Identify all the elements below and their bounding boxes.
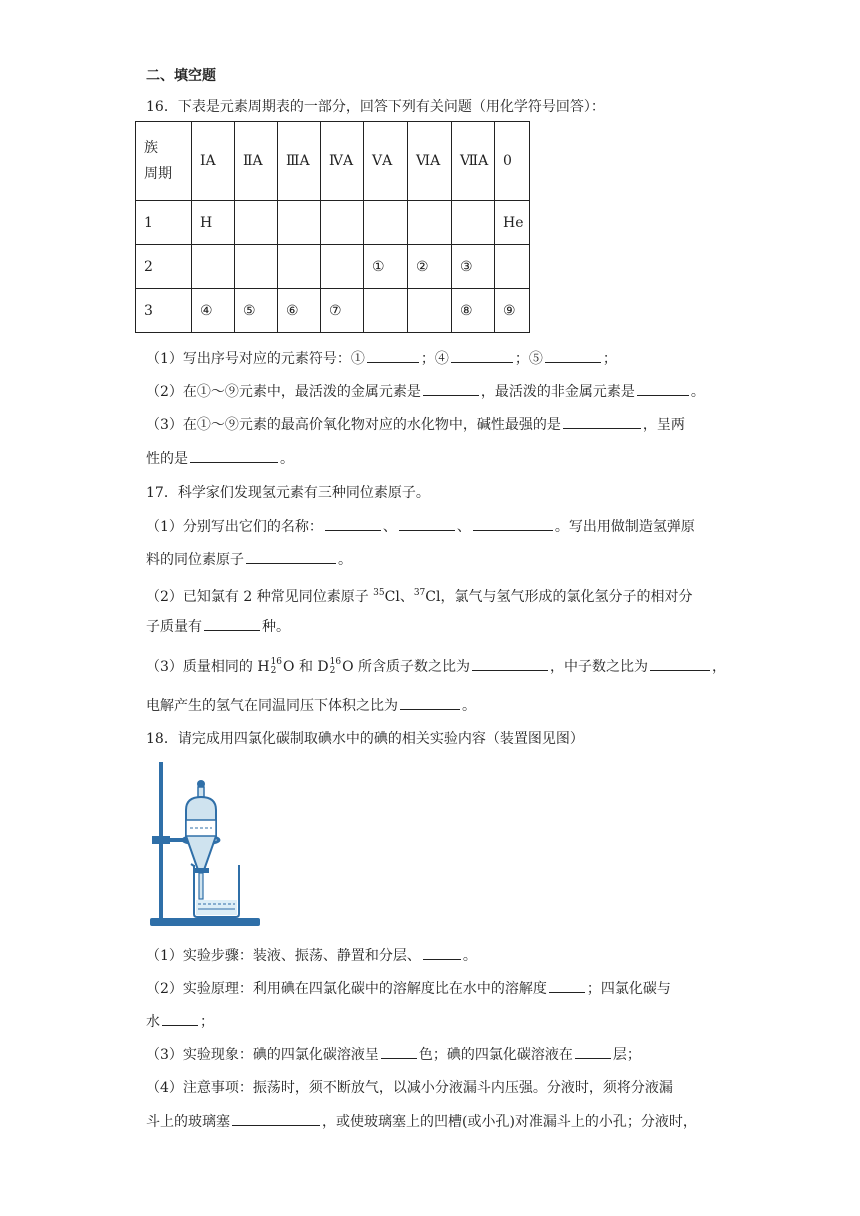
stopcock	[193, 868, 209, 873]
beaker-liquid	[196, 900, 237, 915]
table-cell	[235, 245, 278, 289]
funnel-stem	[199, 873, 203, 899]
table-cell: ⑥	[278, 289, 321, 333]
answer-blank[interactable]	[190, 448, 278, 463]
period-cell: 1	[136, 201, 192, 245]
answer-blank[interactable]	[472, 656, 548, 671]
table-cell	[364, 289, 408, 333]
q18-part3: （3）实验现象：碘的四氯化碳溶液呈 色；碘的四氯化碳溶液在 层；	[146, 1044, 641, 1065]
funnel-neck	[198, 787, 204, 797]
answer-blank[interactable]	[637, 381, 689, 396]
q18-part4: （4）注意事项：振荡时，须不断放气，以减小分液漏斗内压强。分液时，须将分液漏	[146, 1080, 673, 1096]
table-row	[136, 201, 530, 245]
answer-blank[interactable]	[423, 381, 479, 396]
table-cell: ③	[452, 245, 495, 289]
q18-stem: 18．请完成用四氯化碳制取碘水中的碘的相关实验内容（装置图见图）	[146, 731, 584, 747]
isotope-label: 16 2	[270, 657, 283, 676]
q18-part2-cont: 水 ；	[146, 1011, 214, 1032]
q16-part3-cont: 性的是 。	[146, 448, 294, 469]
mass-number: 35	[373, 588, 385, 598]
q17-part3: （3）质量相同的 H 16 2 O 和 D 16 2 O 所含质子数之比为 ，中子数之比为 ，	[146, 657, 727, 676]
corner-header	[136, 122, 192, 201]
section-title: 二、填空题	[146, 68, 216, 84]
q17-stem: 17．科学家们发现氢元素有三种同位素原子。	[146, 485, 430, 501]
q17-part1: （1）分别写出它们的名称： 、 、 。写出用做制造氢弹原	[146, 516, 695, 537]
table-row	[136, 245, 530, 289]
table-cell	[278, 245, 321, 289]
q17-part1-cont: 料的同位素原子 。	[146, 549, 352, 570]
table-cell	[321, 245, 364, 289]
q16-part3: （3）在①～⑨元素的最高价氧化物对应的水化物中，碱性最强的是 ，呈两	[146, 414, 685, 435]
group-header: ⅢA	[278, 122, 321, 201]
answer-blank[interactable]	[400, 695, 460, 710]
answer-blank[interactable]	[204, 616, 260, 631]
table-cell: ⑧	[452, 289, 495, 333]
table-cell	[408, 201, 452, 245]
group-header: ⅠA	[192, 122, 235, 201]
table-cell	[192, 245, 235, 289]
corner-top: 族	[144, 140, 158, 156]
answer-blank[interactable]	[575, 1044, 611, 1059]
table-row	[136, 289, 530, 333]
answer-blank[interactable]	[563, 414, 641, 429]
q17-part3-cont: 电解产生的氢气在同温同压下体积之比为 。	[146, 695, 476, 716]
answer-blank[interactable]	[399, 516, 455, 531]
table-cell	[408, 289, 452, 333]
stand-base	[150, 918, 260, 926]
group-header: 0	[495, 122, 530, 201]
table-cell: H	[192, 201, 235, 245]
group-header: ⅡA	[235, 122, 278, 201]
table-cell: ④	[192, 289, 235, 333]
q17-part2-cont: 子质量有 种。	[146, 616, 290, 637]
answer-blank[interactable]	[451, 348, 513, 363]
table-cell: He	[495, 201, 530, 245]
periodic-table	[135, 121, 530, 333]
table-cell	[495, 245, 530, 289]
answer-blank[interactable]	[367, 348, 419, 363]
table-cell: ⑦	[321, 289, 364, 333]
table-cell: ②	[408, 245, 452, 289]
separatory-funnel-apparatus	[146, 760, 264, 932]
answer-blank[interactable]	[246, 549, 336, 564]
q17-part2: （2）已知氯有 2 种常见同位素原子 $^{35}$Cl、$^{37}$Cl，氯气与氢气形成的氯化氢分子的相对分	[146, 588, 693, 605]
answer-blank[interactable]	[473, 516, 553, 531]
table-cell	[452, 201, 495, 245]
answer-blank[interactable]	[545, 348, 601, 363]
q18-part2: （2）实验原理：利用碘在四氯化碳中的溶解度比在水中的溶解度 ；四氯化碳与	[146, 978, 671, 999]
group-header: ⅣA	[321, 122, 364, 201]
answer-blank[interactable]	[381, 1044, 417, 1059]
table-cell: ①	[364, 245, 408, 289]
isotope-label: 16 2	[329, 657, 342, 676]
mass-number: 37	[413, 588, 426, 598]
table-cell: ⑤	[235, 289, 278, 333]
group-header: ⅤA	[364, 122, 408, 201]
q16-part1: （1）写出序号对应的元素符号：① ；④ ；⑤ ；	[146, 348, 617, 369]
q18-part4-cont: 斗上的玻璃塞 ，或使玻璃塞上的凹槽(或小孔)对准漏斗上的小孔；分液时，	[146, 1111, 697, 1132]
answer-blank[interactable]	[162, 1011, 198, 1026]
table-cell: ⑨	[495, 289, 530, 333]
period-cell: 2	[136, 245, 192, 289]
table-cell	[235, 201, 278, 245]
table-cell	[321, 201, 364, 245]
group-header: ⅦA	[452, 122, 495, 201]
table-cell	[278, 201, 321, 245]
answer-blank[interactable]	[325, 516, 381, 531]
q16-part2: （2）在①～⑨元素中，最活泼的金属元素是 ，最活泼的非金属元素是 。	[146, 381, 705, 402]
q18-part1: （1）实验步骤：装液、振荡、静置和分层、 。	[146, 945, 477, 966]
answer-blank[interactable]	[650, 656, 710, 671]
period-cell: 3	[136, 289, 192, 333]
answer-blank[interactable]	[423, 945, 461, 960]
group-header: ⅥA	[408, 122, 452, 201]
answer-blank[interactable]	[549, 978, 585, 993]
table-cell	[364, 201, 408, 245]
q16-stem: 16．下表是元素周期表的一部分，回答下列有关问题（用化学符号回答）：	[146, 99, 605, 115]
corner-bottom: 周期	[144, 166, 172, 182]
answer-blank[interactable]	[232, 1111, 320, 1126]
